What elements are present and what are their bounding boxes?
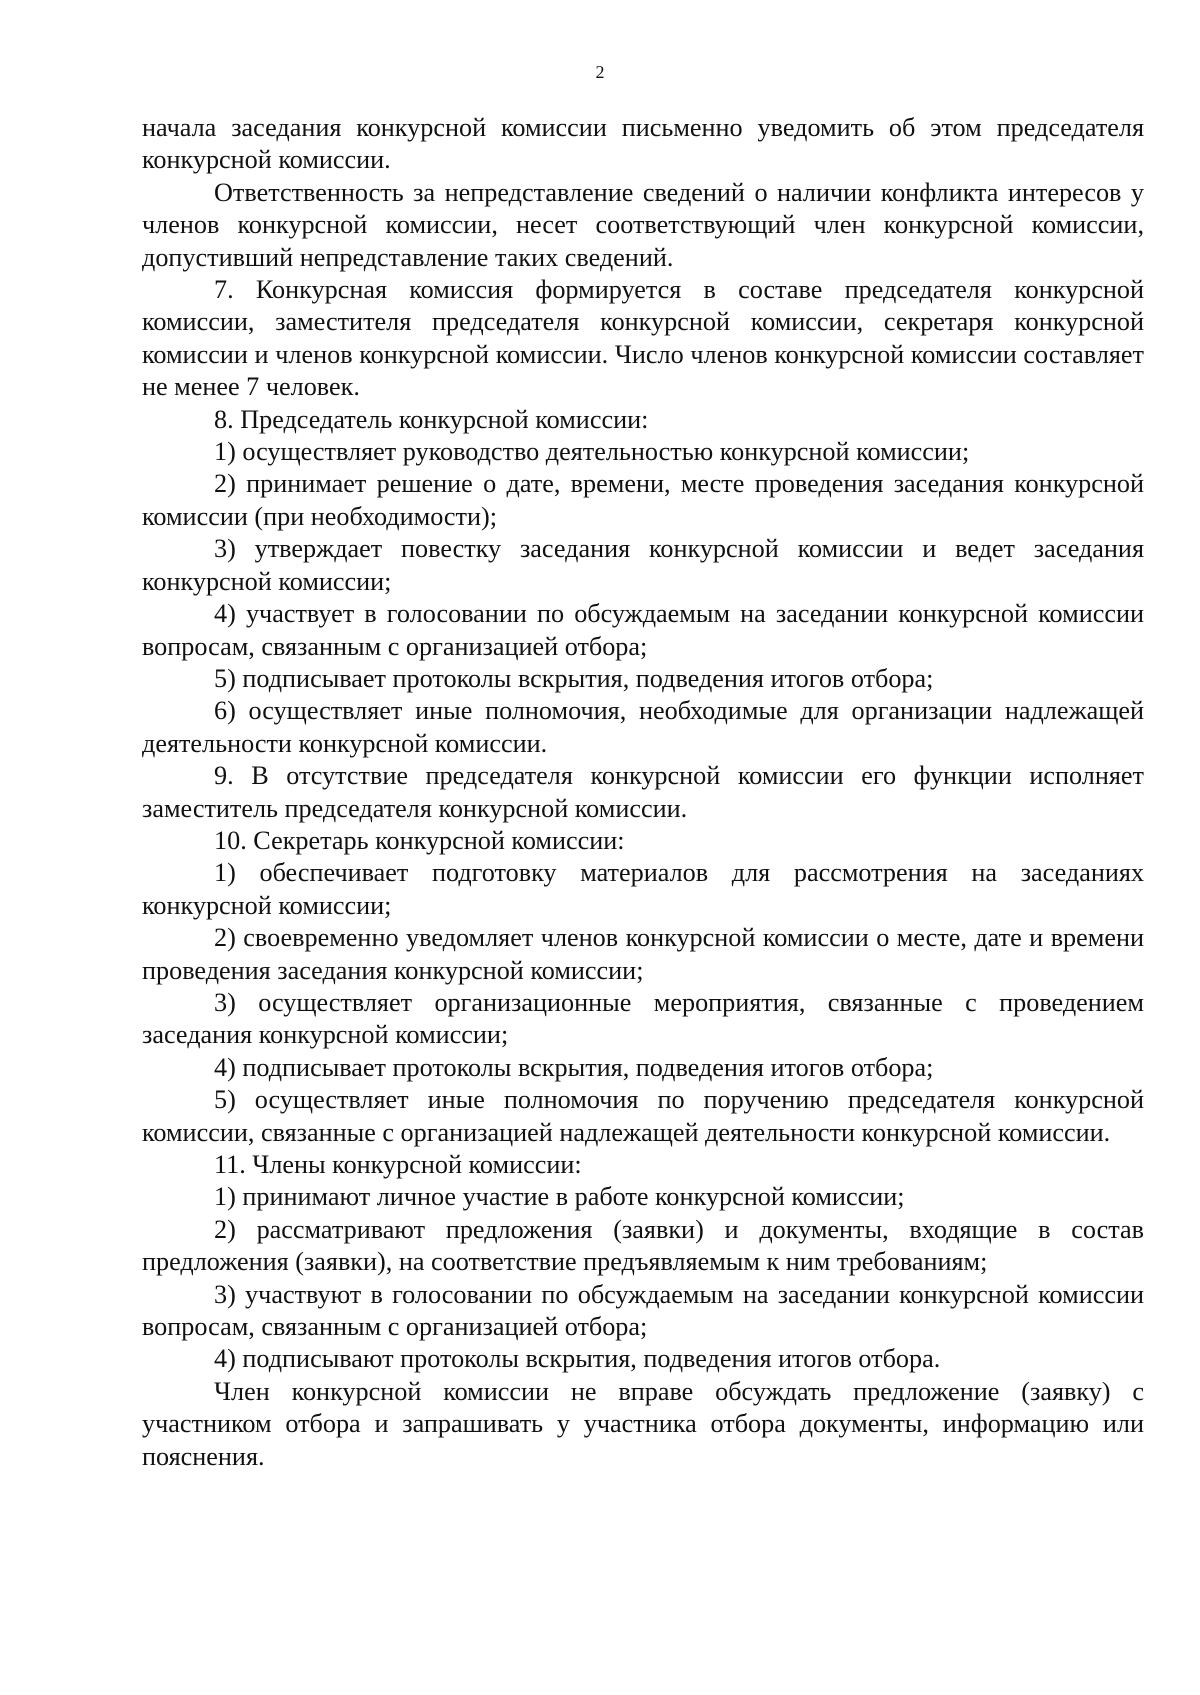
list-item: 2) рассматривают предложения (заявки) и документы, входящие в состав предложения (заявки), на соответствие предъявляемым к ним требованиям; [142,1214,1144,1277]
list-item: 5) подписывает протоколы вскрытия, подведения итогов отбора; [214,663,934,693]
list-item: 3) утверждает повестку заседания конкурсной комиссии и ведет заседания конкурсной комиссии; [142,534,1144,596]
list-item: 3) участвуют в голосовании по обсуждаемым на заседании конкурсной комиссии вопросам, связанным с организацией отбора; [142,1279,1144,1342]
list-item: 1) принимают личное участие в работе конкурсной комиссии; [214,1182,905,1212]
section-heading: 11. Члены конкурсной комиссии: [214,1150,582,1179]
list-item: 1) обеспечивает подготовку материалов для рассмотрения на заседаниях конкурсной комиссии; [142,858,1144,920]
section-heading: 8. Председатель конкурсной комиссии: [214,404,649,434]
list-item: 4) подписывают протоколы вскрытия, подведения итогов отбора. [214,1344,941,1374]
section-heading: 10. Секретарь конкурсной комиссии: [214,825,625,855]
list-item: 1) осуществляет руководство деятельностью конкурсной комиссии; [214,437,970,467]
list-item: 4) участвует в голосовании по обсуждаемым на заседании конкурсной комиссии вопросам, связанным с организацией отбора; [142,599,1144,661]
list-item: 2) своевременно уведомляет членов конкурсной комиссии о месте, дате и времени проведения заседания конкурсной комиссии; [142,923,1144,985]
list-item: 4) подписывает протоколы вскрытия, подведения итогов отбора; [214,1052,934,1082]
list-item: 2) принимает решение о дате, времени, месте проведения заседания конкурсной комиссии (при необходимости); [142,469,1144,531]
list-item: 5) осуществляет иные полномочия по поручению председателя конкурсной комиссии, связанные с организацией надлежащей деятельности конкурсной комиссии. [142,1085,1144,1147]
paragraph: 7. Конкурсная комиссия формируется в составе председателя конкурсной комиссии, заместителя председателя конкурсной комиссии, секретаря конкурсной комиссии и членов конкурсной комиссии. Число членов конкурсной комиссии составляет не менее 7 человек. [142,275,1144,402]
paragraph: Член конкурсной комиссии не вправе обсуждать предложение (заявку) с участником отбора и запрашивать у участника отбора документы, информацию или пояснения. [142,1376,1144,1471]
document-body [142,112,1144,1473]
paragraph: Ответственность за непредставление сведений о наличии конфликта интересов у членов конкурсной комиссии, несет соответствующий член конкурсной комиссии, допустивший непредставление таких сведений. [142,177,1144,272]
paragraph: 9. В отсутствие председателя конкурсной комиссии его функции исполняет заместитель председателя конкурсной комиссии. [142,761,1144,823]
page-number: 2 [595,62,605,82]
list-item: 3) осуществляет организационные мероприятия, связанные с проведением заседания конкурсной комиссии; [142,987,1144,1050]
list-item: 6) осуществляет иные полномочия, необходимые для организации надлежащей деятельности конкурсной комиссии. [142,696,1144,758]
paragraph: начала заседания конкурсной комиссии письменно уведомить об этом председателя конкурсной комиссии. [142,113,1144,175]
